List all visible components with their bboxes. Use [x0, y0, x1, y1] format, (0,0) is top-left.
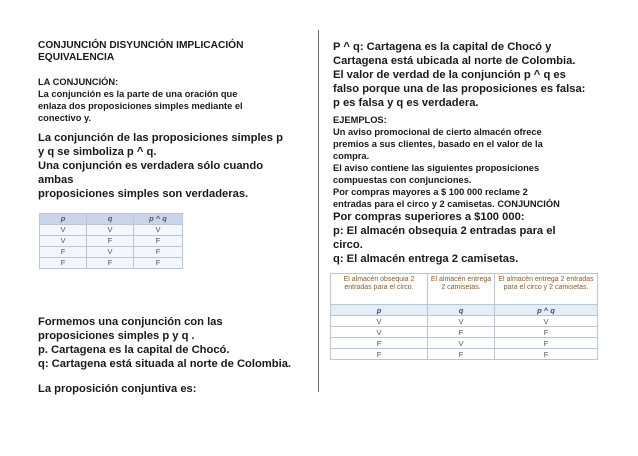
table-cell: V: [40, 224, 87, 235]
table-top-header: El almacén obsequia 2 entradas para el circo.: [331, 274, 428, 305]
left-column: [38, 40, 300, 396]
propositions-text: p: El almacén obsequia 2 entradas para el: [333, 225, 556, 237]
table-cell: F: [331, 338, 428, 349]
example-text: proposiciones simples p y q .: [38, 329, 195, 342]
example-text: p. Cartagena es la capital de Chocó.: [38, 343, 230, 356]
table-cell: F: [428, 349, 495, 360]
truth-table-header: p ^ q: [495, 305, 598, 316]
conclusion-text: La proposición conjuntiva es:: [38, 382, 197, 395]
table-cell: F: [134, 246, 183, 257]
definition-text: Una conjunción es verdadera sólo cuando: [38, 159, 264, 172]
examples-text: Por compras mayores a $ 100 000 reclame 2: [333, 187, 528, 197]
table-cell: F: [87, 257, 134, 268]
paragraph-text: P ^ q: Cartagena es la capital de Chocó y: [333, 41, 552, 53]
table-top-header: El almacén entrega 2 camisetas.: [428, 274, 495, 305]
table-cell: F: [40, 257, 87, 268]
column-divider: [318, 30, 319, 392]
table-row: [331, 338, 598, 349]
table-cell: F: [428, 327, 495, 338]
propositions-text: Por compras superiores a $100 000:: [333, 211, 525, 223]
section-text: La conjunción es la parte de una oración que: [38, 88, 238, 99]
heading-line: CONJUNCIÓN DISYUNCIÓN IMPLICACIÓN: [38, 40, 244, 51]
example-text: q: Cartagena está situada al norte de Colombia.: [38, 357, 292, 370]
propositions-text: q: El almacén entrega 2 camisetas.: [333, 253, 519, 265]
paragraph-text: falso porque una de las proposiciones es falsa:: [333, 83, 586, 95]
definition-text: La conjunción de las proposiciones simples p: [38, 131, 283, 144]
table-cell: F: [40, 246, 87, 257]
examples-text: entradas para el circo y 2 camisetas. CONJUNCIÓN: [333, 199, 560, 209]
table-cell: V: [428, 316, 495, 327]
examples-title: EJEMPLOS:: [333, 115, 387, 125]
table-cell: V: [495, 316, 598, 327]
table-row: [331, 349, 598, 360]
table-cell: F: [134, 235, 183, 246]
table-cell: V: [87, 224, 134, 235]
table-cell: V: [40, 235, 87, 246]
paragraph-text: El valor de verdad de la conjunción p ^ q es: [333, 69, 566, 81]
example-text: Formemos una conjunción con las: [38, 315, 223, 328]
table-cell: F: [495, 349, 598, 360]
table-cell: V: [331, 327, 428, 338]
propositions-text: circo.: [333, 239, 363, 251]
examples-text: premios a sus clientes, basado en el valor de la: [333, 139, 543, 149]
examples-text: El aviso contiene las siguientes proposiciones: [333, 163, 540, 173]
table-cell: F: [87, 235, 134, 246]
examples-text: compuestas con conjunciones.: [333, 175, 472, 185]
truth-table: [39, 213, 183, 269]
store-truth-table: [330, 273, 598, 360]
examples-text: compra.: [333, 151, 370, 161]
table-cell: F: [134, 257, 183, 268]
definition-text: y q se simboliza p ^ q.: [38, 145, 157, 158]
table-cell: F: [331, 349, 428, 360]
paragraph-text: Cartagena está ubicada al norte de Colombia.: [333, 55, 576, 67]
table-row: [331, 327, 598, 338]
table-cell: F: [495, 338, 598, 349]
table-cell: V: [87, 246, 134, 257]
table-cell: V: [134, 224, 183, 235]
table-row: [331, 316, 598, 327]
paragraph-text: p es falsa y q es verdadera.: [333, 97, 479, 109]
truth-table-header: p: [40, 213, 87, 224]
heading-line: EQUIVALENCIA: [38, 52, 115, 64]
section-text: conectivo y.: [38, 112, 92, 123]
table-row: [40, 224, 183, 235]
definition-text: proposiciones simples son verdaderas.: [38, 187, 249, 200]
right-column: [333, 40, 603, 360]
section-text: enlaza dos proposiciones simples mediante el: [38, 100, 243, 111]
truth-table-header: p: [331, 305, 428, 316]
table-row: [40, 235, 183, 246]
table-cell: F: [495, 327, 598, 338]
section-title: LA CONJUNCIÓN:: [38, 76, 119, 87]
examples-text: Un aviso promocional de cierto almacén ofrece: [333, 127, 542, 137]
table-row: [40, 246, 183, 257]
definition-text: ambas: [38, 173, 74, 186]
truth-table-header: q: [87, 213, 134, 224]
truth-table-header: p ^ q: [134, 213, 183, 224]
table-cell: V: [331, 316, 428, 327]
table-row: [40, 257, 183, 268]
table-top-header: El almacén entrega 2 entradas para el circo y 2 camisetas.: [495, 274, 598, 305]
table-cell: V: [428, 338, 495, 349]
truth-table-header: q: [428, 305, 495, 316]
